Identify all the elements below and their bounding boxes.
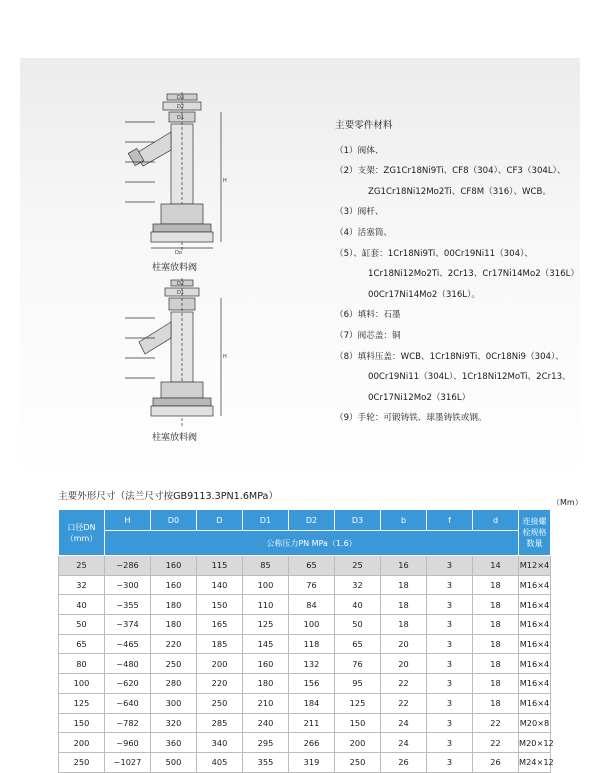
table-cell: M16×4 — [519, 634, 551, 654]
table-cell: 160 — [243, 654, 289, 674]
table-row — [59, 654, 551, 674]
parts-line: （6）填料：石墨 — [335, 310, 401, 321]
table-cell: ~355 — [105, 595, 151, 615]
dim-label-2: D2 — [177, 104, 185, 110]
table-cell: 18 — [473, 654, 519, 674]
dim-label-7: D1 — [177, 290, 185, 296]
col-header-d1: D1 — [243, 510, 289, 531]
table-cell: 26 — [473, 752, 519, 772]
table-cell: 80 — [59, 654, 105, 674]
table-cell: 3 — [427, 693, 473, 713]
table-cell: 18 — [473, 595, 519, 615]
col-header-d: D — [197, 510, 243, 531]
table-cell: 266 — [289, 733, 335, 753]
table-cell: 22 — [473, 713, 519, 733]
table-cell: 250 — [59, 752, 105, 772]
dn-header: 口径DN（mm） — [59, 510, 105, 556]
pressure-header: 公称压力PN MPa（1.6） — [105, 531, 519, 556]
table-cell: 132 — [289, 654, 335, 674]
table-cell: 156 — [289, 674, 335, 694]
table-cell: ~374 — [105, 615, 151, 635]
table-cell: 319 — [289, 752, 335, 772]
dim-label-4: H — [223, 178, 227, 184]
parts-line: （9）手轮：可锻铸铁、球墨铸铁或钢。 — [335, 413, 487, 424]
dim-label-3: D1 — [177, 115, 185, 121]
table-cell: 250 — [335, 752, 381, 772]
table-cell: ~300 — [105, 575, 151, 595]
table-cell: 118 — [289, 634, 335, 654]
table-cell: 210 — [243, 693, 289, 713]
table-cell: 85 — [243, 556, 289, 576]
table-cell: 280 — [151, 674, 197, 694]
parts-line: （7）阀芯盖：铜 — [335, 330, 401, 341]
table-cell: 40 — [335, 595, 381, 615]
parts-line: 0Cr17Ni12Mo2（316L） — [368, 392, 471, 403]
table-cell: 125 — [335, 693, 381, 713]
table-cell: ~782 — [105, 713, 151, 733]
parts-line: ZG1Cr18Ni12Mo2Ti、CF8M（316）、WCB。 — [368, 186, 552, 197]
table-cell: 150 — [197, 595, 243, 615]
table-cell: 3 — [427, 713, 473, 733]
parts-line: 00Cr17Ni14Mo2（316L）。 — [368, 289, 480, 300]
parts-line: （1）阀体、 — [335, 145, 384, 156]
table-cell: 240 — [243, 713, 289, 733]
table-cell: 160 — [151, 575, 197, 595]
col-header-d0: D0 — [151, 510, 197, 531]
table-cell: M16×4 — [519, 674, 551, 694]
table-cell: 65 — [59, 634, 105, 654]
table-cell: 18 — [473, 693, 519, 713]
table-row — [59, 733, 551, 753]
dim-label-5: Do — [175, 250, 182, 256]
parts-list — [335, 116, 597, 429]
table-cell: 3 — [427, 595, 473, 615]
table-cell: 25 — [59, 556, 105, 576]
table-cell: 14 — [473, 556, 519, 576]
parts-line: 1Cr18Ni12Mo2Ti、2Cr13、Cr17Ni14Mo2（316L） — [368, 269, 580, 280]
table-cell: 405 — [197, 752, 243, 772]
table-cell: 22 — [473, 733, 519, 753]
table-row — [59, 575, 551, 595]
table-cell: 32 — [59, 575, 105, 595]
parts-line: （3）阀杆、 — [335, 207, 384, 218]
table-row — [59, 556, 551, 576]
table-cell: 40 — [59, 595, 105, 615]
table-cell: ~640 — [105, 693, 151, 713]
valve-drawing-2 — [125, 278, 235, 428]
table-cell: M12×4 — [519, 556, 551, 576]
table-cell: 22 — [381, 693, 427, 713]
table-cell: 3 — [427, 575, 473, 595]
table-cell: 50 — [59, 615, 105, 635]
table-cell: 3 — [427, 556, 473, 576]
table-cell: 25 — [335, 556, 381, 576]
table-cell: M16×4 — [519, 615, 551, 635]
table-cell: ~480 — [105, 654, 151, 674]
table-cell: 250 — [151, 654, 197, 674]
table-cell: 160 — [151, 556, 197, 576]
table-cell: 18 — [473, 674, 519, 694]
table-cell: 355 — [243, 752, 289, 772]
table-cell: 20 — [381, 634, 427, 654]
table-cell: 26 — [381, 752, 427, 772]
table-cell: ~465 — [105, 634, 151, 654]
table-cell: 180 — [151, 615, 197, 635]
table-cell: 50 — [335, 615, 381, 635]
table-row — [59, 595, 551, 615]
table-cell: 100 — [243, 575, 289, 595]
table-cell: 18 — [473, 575, 519, 595]
table-cell: 22 — [381, 674, 427, 694]
table-cell: 3 — [427, 615, 473, 635]
table-cell: 3 — [427, 752, 473, 772]
table-cell: 76 — [289, 575, 335, 595]
col-header-f: f — [427, 510, 473, 531]
table-cell: 20 — [381, 654, 427, 674]
table-cell: 125 — [243, 615, 289, 635]
parts-line: （4）活塞筒、 — [335, 227, 393, 238]
table-cell: 300 — [151, 693, 197, 713]
table-cell: 115 — [197, 556, 243, 576]
table-cell: ~960 — [105, 733, 151, 753]
diagram-caption-2: 柱塞放料阀 — [152, 433, 198, 443]
table-cell: 3 — [427, 634, 473, 654]
col-header-d3: D3 — [335, 510, 381, 531]
table-cell: 3 — [427, 733, 473, 753]
col-header-b: b — [381, 510, 427, 531]
valve-drawing-1 — [125, 92, 235, 257]
table-cell: M16×4 — [519, 654, 551, 674]
table-row — [59, 615, 551, 635]
table-cell: 100 — [289, 615, 335, 635]
table-cell: 18 — [473, 634, 519, 654]
diagram-caption-1: 柱塞放料阀 — [152, 263, 198, 273]
table-cell: 24 — [381, 733, 427, 753]
table-cell: 18 — [473, 615, 519, 635]
parts-line: 00Cr19Ni11（304L）、1Cr18Ni12MoTi、2Cr13、 — [368, 372, 571, 383]
table-cell: 295 — [243, 733, 289, 753]
table-cell: 145 — [243, 634, 289, 654]
table-cell: 150 — [59, 713, 105, 733]
table-cell: 100 — [59, 674, 105, 694]
table-cell: 3 — [427, 654, 473, 674]
dimension-table — [58, 509, 554, 773]
table-cell: 65 — [335, 634, 381, 654]
table-cell: 211 — [289, 713, 335, 733]
parts-line: （8）填料压盖：WCB、1Cr18Ni9Ti、0Cr18Ni9（304）、 — [335, 351, 564, 362]
table-cell: 220 — [151, 634, 197, 654]
table-cell: 18 — [381, 575, 427, 595]
table-cell: M16×4 — [519, 575, 551, 595]
table-row — [59, 752, 551, 772]
table-cell: 200 — [59, 733, 105, 753]
dim-label-6: D2 — [177, 281, 185, 287]
dim-label-1: D3 — [177, 95, 185, 101]
table-cell: M20×8 — [519, 713, 551, 733]
table-body — [59, 556, 554, 773]
parts-line: （2）支架：ZG1Cr18Ni9Ti、CF8（304）、CF3（304L）、 — [335, 166, 566, 177]
table-row — [59, 674, 551, 694]
table-cell: M20×12 — [519, 733, 551, 753]
table-cell: 32 — [335, 575, 381, 595]
table-cell: M16×4 — [519, 693, 551, 713]
table-cell: ~620 — [105, 674, 151, 694]
col-header-h: H — [105, 510, 151, 531]
table-cell: 24 — [381, 713, 427, 733]
table-row — [59, 693, 551, 713]
table-cell: 18 — [381, 615, 427, 635]
table-cell: 16 — [381, 556, 427, 576]
table-cell: 125 — [59, 693, 105, 713]
table-cell: M16×4 — [519, 595, 551, 615]
table-cell: 18 — [381, 595, 427, 615]
table-cell: 200 — [335, 733, 381, 753]
table-cell: 150 — [335, 713, 381, 733]
table-row — [59, 634, 551, 654]
table-cell: 220 — [197, 674, 243, 694]
table-cell: 250 — [197, 693, 243, 713]
table-cell: 3 — [427, 674, 473, 694]
parts-line: （5）、缸套：1Cr18Ni9Ti、00Cr19Ni11（304）、 — [335, 248, 533, 259]
table-cell: 360 — [151, 733, 197, 753]
table-cell: 165 — [197, 615, 243, 635]
table-cell: 185 — [197, 634, 243, 654]
table-cell: 200 — [197, 654, 243, 674]
dim-label-8: H — [223, 354, 227, 360]
bolt-header: 连接螺栓规格数量 — [519, 510, 551, 556]
table-cell: ~286 — [105, 556, 151, 576]
table-cell: ~1027 — [105, 752, 151, 772]
col-header-d2: D2 — [289, 510, 335, 531]
table-cell: 84 — [289, 595, 335, 615]
col-header-d-bolt: d — [473, 510, 519, 531]
table-cell: 110 — [243, 595, 289, 615]
table-cell: 285 — [197, 713, 243, 733]
table-cell: M24×12 — [519, 752, 551, 772]
table-cell: 340 — [197, 733, 243, 753]
parts-title: 主要零件材料 — [335, 120, 393, 131]
table-row — [59, 713, 551, 733]
table-cell: 320 — [151, 713, 197, 733]
table-cell: 180 — [243, 674, 289, 694]
table-title: 主要外形尺寸（法兰尺寸按GB9113.3PN1.6MPa） — [58, 491, 279, 502]
table-cell: 184 — [289, 693, 335, 713]
table-cell: 76 — [335, 654, 381, 674]
table-cell: 500 — [151, 752, 197, 772]
table-cell: 180 — [151, 595, 197, 615]
table-cell: 65 — [289, 556, 335, 576]
table-cell: 140 — [197, 575, 243, 595]
table-cell: 95 — [335, 674, 381, 694]
table-unit: （Mm） — [552, 498, 583, 507]
